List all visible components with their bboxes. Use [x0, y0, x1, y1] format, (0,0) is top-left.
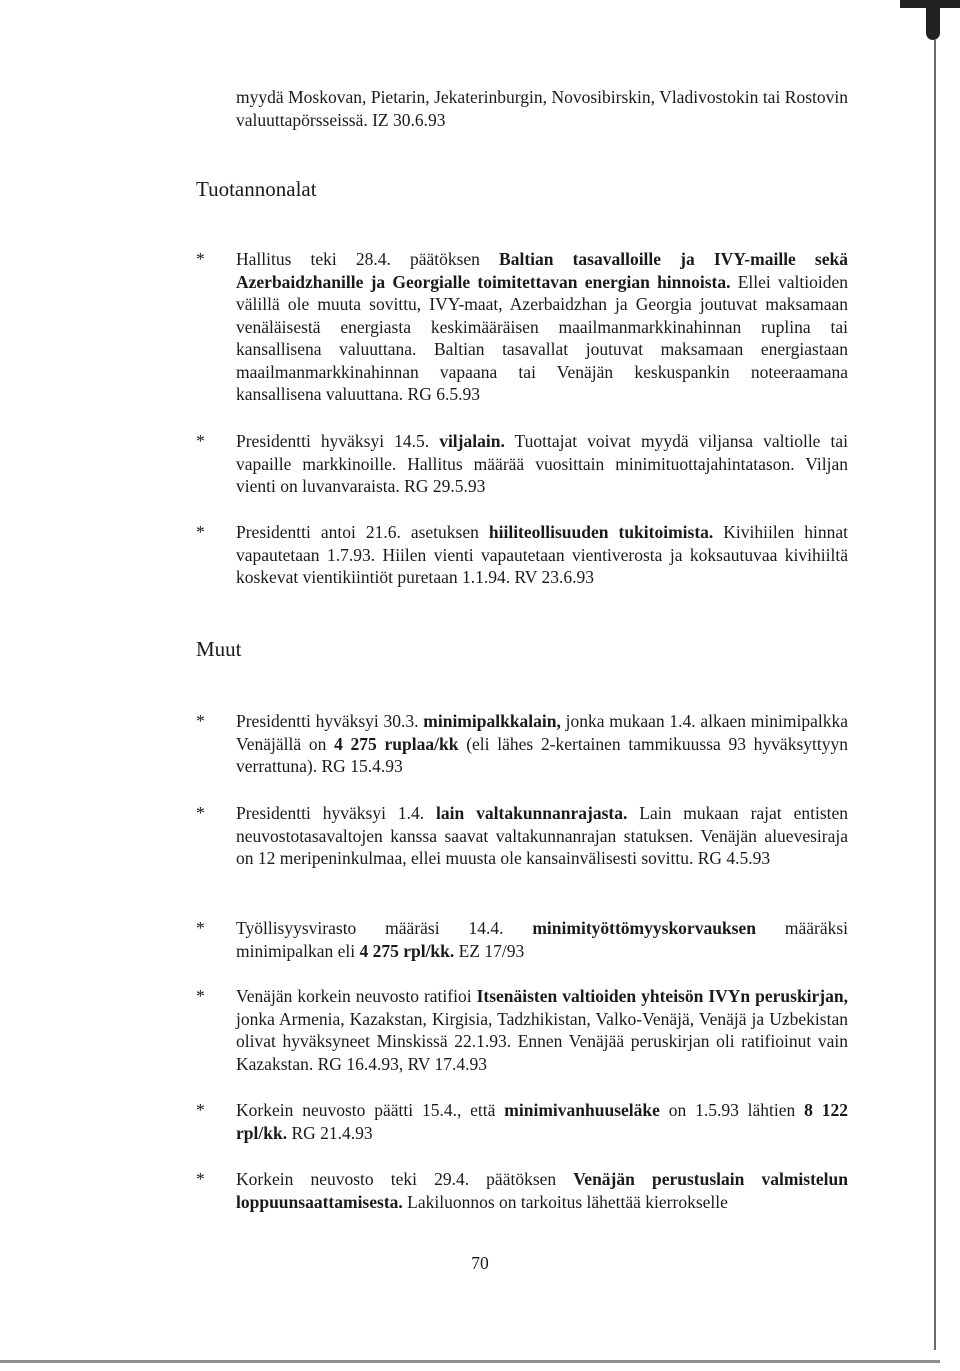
- list-item: Korkein neuvosto teki 29.4. päätöksen Venäjän perustuslain valmistelun loppuunsaattamisesta. Lakiluonnos on tarkoitus lähettää kierrokselle: [236, 1169, 848, 1212]
- list-item: Presidentti hyväksyi 14.5. viljalain. Tuottajat voivat myydä viljansa valtiolle tai vapaille markkinoille. Hallitus määrää vuosittain minimituottajahintatason. Viljan vienti on luvanvaraista. RG 29.5.93: [236, 431, 848, 496]
- list-item: Hallitus teki 28.4. päätöksen Baltian tasavalloille ja IVY-maille sekä Azerbaidzhanille ja Georgialle toimitettavan energian hinnoista. Ellei valtioiden välillä ole muuta sovittu, IVY-maat, Azerbaidzhan ja Georgia joutuvat maksamaan venäläisestä energiasta keskimääräisen maailmanmarkkinahinnan ruplina tai kansallisena valuuttana. Baltian tasavallat joutuvat maksamaan energiastaan maailmanmarkkinahinnan vapaana tai Venäjän keskuspankin noteeraamana kansallisena valuuttana. RG 6.5.93: [236, 249, 849, 404]
- section-heading-muut: Muut: [196, 637, 242, 661]
- bullet-marker: *: [196, 522, 205, 542]
- scan-edge-line: [934, 40, 936, 1350]
- list-item: Presidentti hyväksyi 30.3. minimipalkkalain, jonka mukaan 1.4. alkaen minimipalkka Venäjällä on 4 275 ruplaa/kk (eli lähes 2-kertainen tammikuussa 93 hyväksyttyyn verrattuna). RG 15.4.93: [236, 711, 848, 776]
- bullet-marker: *: [196, 803, 205, 823]
- bullet-marker: *: [196, 918, 205, 938]
- scan-bottom-edge: [0, 1360, 940, 1363]
- page-number: 70: [471, 1253, 489, 1273]
- bullet-marker: *: [196, 711, 205, 731]
- list-item: Presidentti antoi 21.6. asetuksen hiiliteollisuuden tukitoimista. Kivihiilen hinnat vapautetaan 1.7.93. Hiilen vienti vapautetaan vientiverosta ja koksautuvaa kivihiiltä koskevat vientikiintiöt puretaan 1.1.94. RV 23.6.93: [236, 522, 848, 587]
- scan-corner-mark: [900, 0, 960, 46]
- bullet-marker: *: [196, 986, 205, 1006]
- list-item: Korkein neuvosto päätti 15.4., että minimivanhuuseläke on 1.5.93 lähtien 8 122 rpl/kk. RG 21.4.93: [236, 1100, 849, 1143]
- list-item: Työllisyysvirasto määräsi 14.4. minimityöttömyyskorvauksen määräksi minimipalkan eli 4 275 rpl/kk. EZ 17/93: [236, 918, 849, 961]
- bullet-marker: *: [196, 1169, 205, 1189]
- bullet-marker: *: [196, 249, 205, 269]
- bullet-marker: *: [196, 1100, 205, 1120]
- intro-paragraph: myydä Moskovan, Pietarin, Jekaterinburgin, Novosibirskin, Vladivostokin tai Rostovin valuuttapörsseissä. IZ 30.6.93: [236, 87, 848, 130]
- list-item: Venäjän korkein neuvosto ratifioi Itsenäisten valtioiden yhteisön IVYn peruskirjan, jonka Armenia, Kazakstan, Kirgisia, Tadzhikistan, Valko-Venäjä, Venäjä ja Uzbekistan olivat hyväksyneet Minskissä 22.1.93. Ennen Venäjää peruskirjan oli ratifioinut vain Kazakstan. RG 16.4.93, RV 17.4.93: [236, 986, 848, 1074]
- section-heading-tuotannonalat: Tuotannonalat: [196, 177, 317, 201]
- bullet-marker: *: [196, 431, 205, 451]
- list-item: Presidentti hyväksyi 1.4. lain valtakunnanrajasta. Lain mukaan rajat entisten neuvostotasavaltojen kanssa saavat valtakunnanrajan statuksen. Venäjän aluevesiraja on 12 meripeninkulmaa, ellei muusta ole kansainvälisesti sovittu. RG 4.5.93: [236, 803, 849, 868]
